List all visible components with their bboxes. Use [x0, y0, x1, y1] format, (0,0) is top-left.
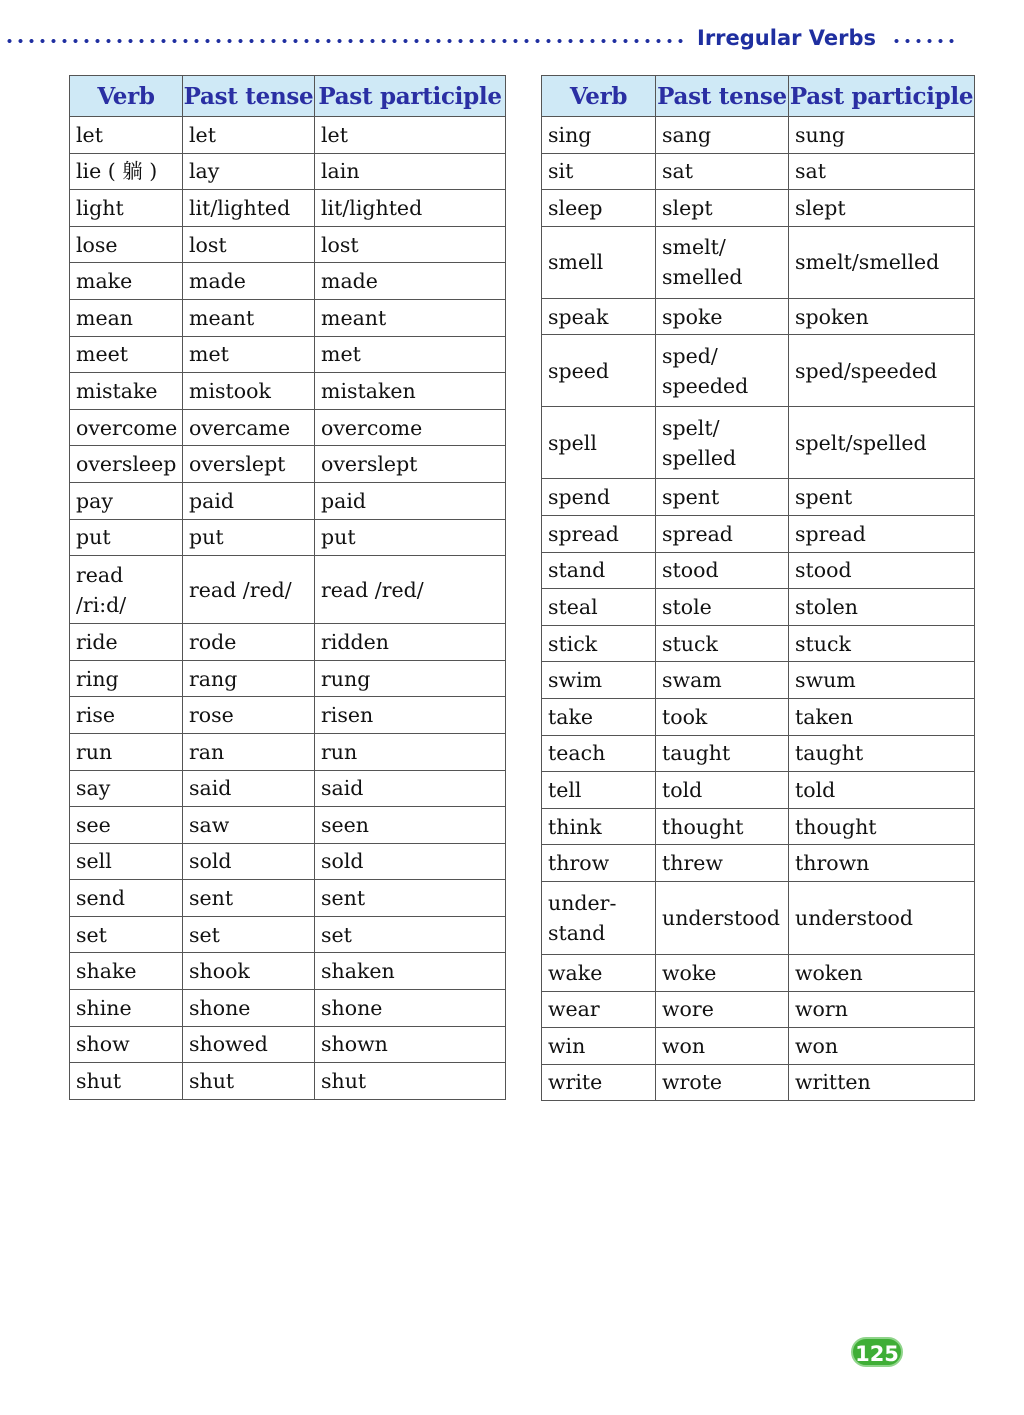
verb-cell: sell: [70, 843, 183, 880]
table-row: [542, 479, 975, 516]
verb-cell: stand: [542, 552, 656, 589]
past-tense-cell: sold: [183, 843, 315, 880]
past-tense-cell: overcame: [183, 409, 315, 446]
table-row: [542, 515, 975, 552]
table-row: [70, 263, 506, 300]
past-participle-cell: woken: [789, 954, 975, 991]
table-row: [70, 226, 506, 263]
past-tense-cell: overslept: [183, 446, 315, 483]
verb-cell: let: [70, 117, 183, 154]
dotted-rule-left: [4, 39, 688, 43]
past-participle-cell: swum: [789, 662, 975, 699]
past-participle-cell: told: [789, 772, 975, 809]
past-participle-cell: sold: [315, 843, 506, 880]
table-row: [70, 556, 506, 624]
past-tense-cell: mistook: [183, 373, 315, 410]
table-row: [542, 1064, 975, 1101]
past-participle-cell: stolen: [789, 589, 975, 626]
table-row: [542, 991, 975, 1028]
verb-cell: spend: [542, 479, 656, 516]
past-tense-cell: set: [183, 916, 315, 953]
past-tense-cell: meant: [183, 299, 315, 336]
past-tense-cell: let: [183, 117, 315, 154]
verb-cell: teach: [542, 735, 656, 772]
verb-cell: stick: [542, 625, 656, 662]
past-tense-cell: threw: [656, 845, 789, 882]
verb-cell: lie ( 躺 ): [70, 153, 183, 190]
verb-cell: swim: [542, 662, 656, 699]
table-row: [542, 190, 975, 227]
past-participle-cell: shone: [315, 990, 506, 1027]
past-participle-cell: stood: [789, 552, 975, 589]
table-row: [542, 845, 975, 882]
verb-cell: speed: [542, 335, 656, 407]
table-row: [542, 335, 975, 407]
past-tense-cell: sent: [183, 880, 315, 917]
past-participle-cell: thrown: [789, 845, 975, 882]
table-row: [542, 407, 975, 479]
past-tense-cell: shut: [183, 1063, 315, 1100]
past-tense-cell: lit/lighted: [183, 190, 315, 227]
past-participle-cell: shut: [315, 1063, 506, 1100]
past-participle-cell: made: [315, 263, 506, 300]
table-row: [70, 990, 506, 1027]
past-tense-cell: sped/ speeded: [656, 335, 789, 407]
verb-cell: spell: [542, 407, 656, 479]
table-row: [70, 117, 506, 154]
past-participle-cell: sat: [789, 153, 975, 190]
past-participle-cell: thought: [789, 808, 975, 845]
table-row: [542, 625, 975, 662]
past-tense-cell: taught: [656, 735, 789, 772]
verb-cell: rise: [70, 697, 183, 734]
past-tense-cell: woke: [656, 954, 789, 991]
table-row: [70, 733, 506, 770]
past-tense-cell: smelt/ smelled: [656, 226, 789, 298]
verb-cell: see: [70, 807, 183, 844]
past-participle-cell: slept: [789, 190, 975, 227]
verb-cell: under- stand: [542, 881, 656, 954]
page-number-badge: 125: [851, 1337, 903, 1367]
past-tense-cell: ran: [183, 733, 315, 770]
past-tense-cell: said: [183, 770, 315, 807]
table-row: [542, 552, 975, 589]
column-header-past-tense: Past tense: [656, 76, 789, 117]
table-header-row: [70, 76, 506, 117]
verb-cell: run: [70, 733, 183, 770]
verb-cell: spread: [542, 515, 656, 552]
past-tense-cell: told: [656, 772, 789, 809]
table-row: [70, 1026, 506, 1063]
past-tense-cell: read /red/: [183, 556, 315, 624]
table-row: [70, 190, 506, 227]
past-participle-cell: met: [315, 336, 506, 373]
verb-cell: wear: [542, 991, 656, 1028]
table-row: [542, 698, 975, 735]
past-participle-cell: seen: [315, 807, 506, 844]
table-row: [542, 772, 975, 809]
verb-cell: shake: [70, 953, 183, 990]
verb-cell: oversleep: [70, 446, 183, 483]
past-participle-cell: paid: [315, 482, 506, 519]
past-participle-cell: taken: [789, 698, 975, 735]
past-tense-cell: rose: [183, 697, 315, 734]
verb-table-right: [541, 75, 975, 1101]
past-participle-cell: run: [315, 733, 506, 770]
past-participle-cell: let: [315, 117, 506, 154]
verb-cell: steal: [542, 589, 656, 626]
past-tense-cell: spoke: [656, 298, 789, 335]
section-title: Irregular Verbs: [697, 26, 877, 50]
verb-cell: light: [70, 190, 183, 227]
table-row: [70, 843, 506, 880]
past-participle-cell: taught: [789, 735, 975, 772]
past-tense-cell: thought: [656, 808, 789, 845]
table-row: [70, 409, 506, 446]
table-row: [70, 660, 506, 697]
dotted-rule-right: [891, 39, 955, 43]
verb-cell: sleep: [542, 190, 656, 227]
past-tense-cell: showed: [183, 1026, 315, 1063]
verb-table-left: [69, 75, 506, 1100]
past-participle-cell: written: [789, 1064, 975, 1101]
column-header-past-participle: Past participle: [315, 76, 506, 117]
past-tense-cell: wrote: [656, 1064, 789, 1101]
table-row: [70, 446, 506, 483]
verb-cell: sing: [542, 117, 656, 154]
past-participle-cell: overcome: [315, 409, 506, 446]
verb-cell: win: [542, 1028, 656, 1065]
table-row: [70, 880, 506, 917]
verb-cell: make: [70, 263, 183, 300]
past-tense-cell: saw: [183, 807, 315, 844]
column-header-past-participle: Past participle: [789, 76, 975, 117]
past-tense-cell: sat: [656, 153, 789, 190]
verb-cell: speak: [542, 298, 656, 335]
verb-cell: smell: [542, 226, 656, 298]
past-tense-cell: understood: [656, 881, 789, 954]
past-tense-cell: made: [183, 263, 315, 300]
past-participle-cell: shown: [315, 1026, 506, 1063]
table-row: [70, 482, 506, 519]
past-participle-cell: meant: [315, 299, 506, 336]
past-participle-cell: lain: [315, 153, 506, 190]
table-row: [70, 336, 506, 373]
verb-cell: sit: [542, 153, 656, 190]
verb-cell: lose: [70, 226, 183, 263]
past-participle-cell: sent: [315, 880, 506, 917]
past-tense-cell: rode: [183, 624, 315, 661]
past-participle-cell: smelt/smelled: [789, 226, 975, 298]
past-participle-cell: risen: [315, 697, 506, 734]
table-row: [70, 697, 506, 734]
past-participle-cell: rung: [315, 660, 506, 697]
verb-cell: overcome: [70, 409, 183, 446]
past-participle-cell: understood: [789, 881, 975, 954]
table-header-row: [542, 76, 975, 117]
table-row: [542, 808, 975, 845]
verb-cell: take: [542, 698, 656, 735]
past-participle-cell: sung: [789, 117, 975, 154]
verb-cell: set: [70, 916, 183, 953]
past-participle-cell: shaken: [315, 953, 506, 990]
table-row: [542, 117, 975, 154]
table-row: [542, 153, 975, 190]
table-row: [70, 807, 506, 844]
table-row: [70, 624, 506, 661]
verb-cell: say: [70, 770, 183, 807]
past-participle-cell: set: [315, 916, 506, 953]
past-tense-cell: shook: [183, 953, 315, 990]
table-row: [70, 519, 506, 556]
verb-cell: show: [70, 1026, 183, 1063]
past-tense-cell: put: [183, 519, 315, 556]
past-participle-cell: spread: [789, 515, 975, 552]
column-header-past-tense: Past tense: [183, 76, 315, 117]
column-header-verb: Verb: [70, 76, 183, 117]
past-participle-cell: won: [789, 1028, 975, 1065]
table-row: [70, 916, 506, 953]
past-tense-cell: swam: [656, 662, 789, 699]
verb-cell: ring: [70, 660, 183, 697]
table-row: [542, 954, 975, 991]
table-row: [542, 226, 975, 298]
verb-cell: read /ri:d/: [70, 556, 183, 624]
verb-cell: shine: [70, 990, 183, 1027]
verb-cell: tell: [542, 772, 656, 809]
verb-cell: mean: [70, 299, 183, 336]
past-participle-cell: read /red/: [315, 556, 506, 624]
past-tense-cell: shone: [183, 990, 315, 1027]
table-row: [542, 589, 975, 626]
table-row: [542, 662, 975, 699]
table-row: [70, 1063, 506, 1100]
table-row: [542, 735, 975, 772]
past-participle-cell: lost: [315, 226, 506, 263]
verb-cell: think: [542, 808, 656, 845]
verb-cell: write: [542, 1064, 656, 1101]
past-tense-cell: sang: [656, 117, 789, 154]
table-row: [70, 153, 506, 190]
verb-cell: throw: [542, 845, 656, 882]
past-participle-cell: ridden: [315, 624, 506, 661]
verb-cell: mistake: [70, 373, 183, 410]
past-tense-cell: wore: [656, 991, 789, 1028]
section-header: [0, 22, 1024, 58]
verb-cell: wake: [542, 954, 656, 991]
past-participle-cell: worn: [789, 991, 975, 1028]
past-participle-cell: sped/speeded: [789, 335, 975, 407]
past-tense-cell: spelt/ spelled: [656, 407, 789, 479]
verb-cell: ride: [70, 624, 183, 661]
table-row: [542, 1028, 975, 1065]
past-participle-cell: said: [315, 770, 506, 807]
past-tense-cell: spread: [656, 515, 789, 552]
past-participle-cell: spent: [789, 479, 975, 516]
past-participle-cell: spoken: [789, 298, 975, 335]
past-tense-cell: stuck: [656, 625, 789, 662]
column-header-verb: Verb: [542, 76, 656, 117]
verb-cell: meet: [70, 336, 183, 373]
past-tense-cell: paid: [183, 482, 315, 519]
past-participle-cell: spelt/spelled: [789, 407, 975, 479]
past-participle-cell: overslept: [315, 446, 506, 483]
past-participle-cell: stuck: [789, 625, 975, 662]
past-tense-cell: rang: [183, 660, 315, 697]
past-tense-cell: slept: [656, 190, 789, 227]
past-tense-cell: spent: [656, 479, 789, 516]
past-participle-cell: put: [315, 519, 506, 556]
table-row: [70, 770, 506, 807]
past-tense-cell: stole: [656, 589, 789, 626]
table-row: [542, 298, 975, 335]
past-tense-cell: lost: [183, 226, 315, 263]
verb-cell: put: [70, 519, 183, 556]
verb-cell: shut: [70, 1063, 183, 1100]
past-tense-cell: stood: [656, 552, 789, 589]
past-tense-cell: lay: [183, 153, 315, 190]
verb-cell: send: [70, 880, 183, 917]
table-row: [70, 953, 506, 990]
past-tense-cell: won: [656, 1028, 789, 1065]
past-participle-cell: lit/lighted: [315, 190, 506, 227]
verb-cell: pay: [70, 482, 183, 519]
table-row: [542, 881, 975, 954]
past-participle-cell: mistaken: [315, 373, 506, 410]
table-row: [70, 299, 506, 336]
table-row: [70, 373, 506, 410]
past-tense-cell: met: [183, 336, 315, 373]
past-tense-cell: took: [656, 698, 789, 735]
